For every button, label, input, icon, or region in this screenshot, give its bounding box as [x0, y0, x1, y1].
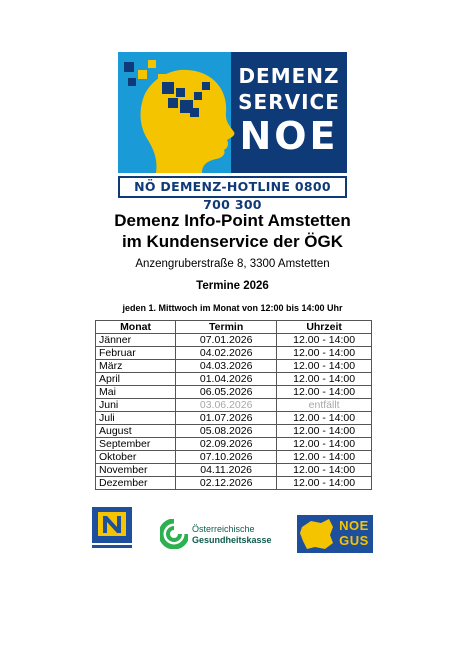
cell-date: 04.03.2026	[176, 360, 277, 373]
oegk-name-line2: Gesundheitskasse	[192, 535, 272, 545]
header-monat: Monat	[96, 321, 176, 334]
cell-time: 12.00 - 14:00	[277, 373, 372, 386]
table-row	[96, 464, 372, 477]
cell-date: 05.08.2026	[176, 425, 277, 438]
cell-month: September	[96, 438, 176, 451]
schedule-text: jeden 1. Mittwoch im Monat von 12:00 bis 14:00 Uhr	[122, 303, 343, 313]
cell-month: März	[96, 360, 176, 373]
cell-date: 03.06.2026	[176, 399, 277, 412]
cell-month: Dezember	[96, 477, 176, 490]
table-row	[96, 334, 372, 347]
cell-date: 01.04.2026	[176, 373, 277, 386]
table-row	[96, 438, 372, 451]
cell-time: 12.00 - 14:00	[277, 412, 372, 425]
table-row	[96, 347, 372, 360]
logo-word-service: SERVICE	[238, 90, 340, 114]
table-header-row	[96, 321, 372, 334]
cell-month: Oktober	[96, 451, 176, 464]
oegk-name	[192, 524, 272, 546]
cell-date: 04.02.2026	[176, 347, 277, 360]
cell-time: 12.00 - 14:00	[277, 438, 372, 451]
noegus-line2: GUS	[339, 533, 369, 548]
logo-word-demenz: DEMENZ	[238, 64, 340, 88]
cell-time: 12.00 - 14:00	[277, 386, 372, 399]
cell-date: 04.11.2026	[176, 464, 277, 477]
cell-time: 12.00 - 14:00	[277, 425, 372, 438]
table-row	[96, 451, 372, 464]
cell-date: 02.12.2026	[176, 477, 277, 490]
oegk-logo-icon	[160, 519, 188, 549]
table-row-cancelled	[96, 399, 372, 412]
cell-time: 12.00 - 14:00	[277, 464, 372, 477]
niederoesterreich-logo-icon	[92, 507, 132, 551]
cell-time: 12.00 - 14:00	[277, 360, 372, 373]
cell-month: Juni	[96, 399, 176, 412]
table-row	[96, 360, 372, 373]
page-title-line2: im Kundenservice der ÖGK	[121, 232, 344, 251]
lower-austria-map-icon	[297, 515, 337, 553]
address-text: Anzengruberstraße 8, 3300 Amstetten	[135, 258, 330, 270]
noegus-wordmark	[335, 518, 373, 548]
cell-month: Juli	[96, 412, 176, 425]
noegus-line1: NOE	[339, 518, 369, 533]
cell-time: 12.00 - 14:00	[277, 347, 372, 360]
cell-month: November	[96, 464, 176, 477]
cell-month: Jänner	[96, 334, 176, 347]
cell-time: entfällt	[277, 399, 372, 412]
logo-word-noe: NOE	[239, 114, 339, 158]
cell-date: 01.07.2026	[176, 412, 277, 425]
cell-time: 12.00 - 14:00	[277, 451, 372, 464]
cell-date: 02.09.2026	[176, 438, 277, 451]
cell-date: 07.01.2026	[176, 334, 277, 347]
cell-month: Mai	[96, 386, 176, 399]
cell-month: August	[96, 425, 176, 438]
termine-heading: Termine 2026	[196, 280, 269, 292]
cell-date: 07.10.2026	[176, 451, 277, 464]
table-row	[96, 477, 372, 490]
cell-time: 12.00 - 14:00	[277, 334, 372, 347]
cell-time: 12.00 - 14:00	[277, 477, 372, 490]
table-row	[96, 425, 372, 438]
hotline-banner: NÖ DEMENZ-HOTLINE 0800 700 300	[118, 176, 347, 198]
header-termin: Termin	[176, 321, 277, 334]
cell-month: April	[96, 373, 176, 386]
demenz-service-noe-logo	[118, 52, 347, 212]
page-title-line1: Demenz Info-Point Amstetten	[114, 211, 351, 230]
table-row	[96, 412, 372, 425]
cell-month: Februar	[96, 347, 176, 360]
table-row	[96, 373, 372, 386]
appointments-table	[95, 320, 372, 490]
cell-date: 06.05.2026	[176, 386, 277, 399]
table-row	[96, 386, 372, 399]
oegk-name-line1: Österreichische	[192, 524, 255, 534]
header-uhrzeit: Uhrzeit	[277, 321, 372, 334]
